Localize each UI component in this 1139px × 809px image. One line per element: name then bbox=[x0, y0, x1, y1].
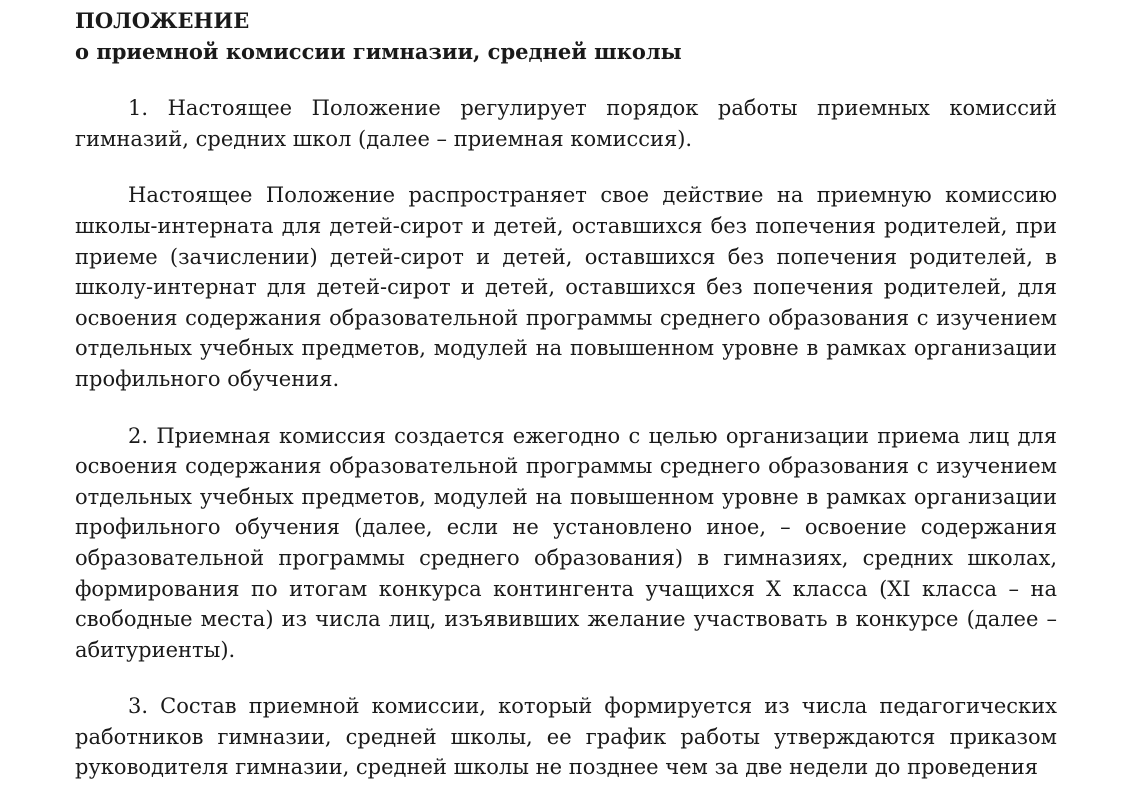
document-subtitle: о приемной комиссии гимназии, средней школы bbox=[75, 38, 682, 64]
paragraph-3: 3. Состав приемной комиссии, который формируется из числа педагогических работников гимназии, средней школы, ее график работы утверждаются приказом руководителя гимназии, средней школы не позднее чем за две недели до проведения bbox=[75, 694, 1057, 780]
document-page bbox=[75, 6, 1057, 809]
paragraph-scope: Настоящее Положение распространяет свое действие на приемную комиссию школы-интерната для детей-сирот и детей, оставшихся без попечения родителей, при приеме (зачислении) детей-сирот и детей, оставшихся без попечения родителей, в школу-интернат для детей-сирот и детей, оставшихся без попечения родителей, для освоения содержания образовательной программы среднего образования с изучением отдельных учебных предметов, модулей на повышенном уровне в рамках организации профильного обучения. bbox=[75, 183, 1057, 391]
paragraph-2: 2. Приемная комиссия создается ежегодно с целью организации приема лиц для освоения содержания образовательной программы среднего образования с изучением отдельных учебных предметов, модулей на повышенном уровне в рамках организации профильного обучения (далее, если не установлено иное, – освоение содержания образовательной программы среднего образования) в гимназиях, средних школах, формирования по итогам конкурса контингента учащихся X класса (XI класса – на свободные места) из числа лиц, изъявивших желание участвовать в конкурсе (далее – абитуриенты). bbox=[75, 423, 1057, 662]
document-title: ПОЛОЖЕНИЕ bbox=[75, 8, 250, 33]
paragraph-1: 1. Настоящее Положение регулирует порядок работы приемных комиссий гимназий, средних школ (далее – приемная комиссия). bbox=[75, 96, 1057, 151]
